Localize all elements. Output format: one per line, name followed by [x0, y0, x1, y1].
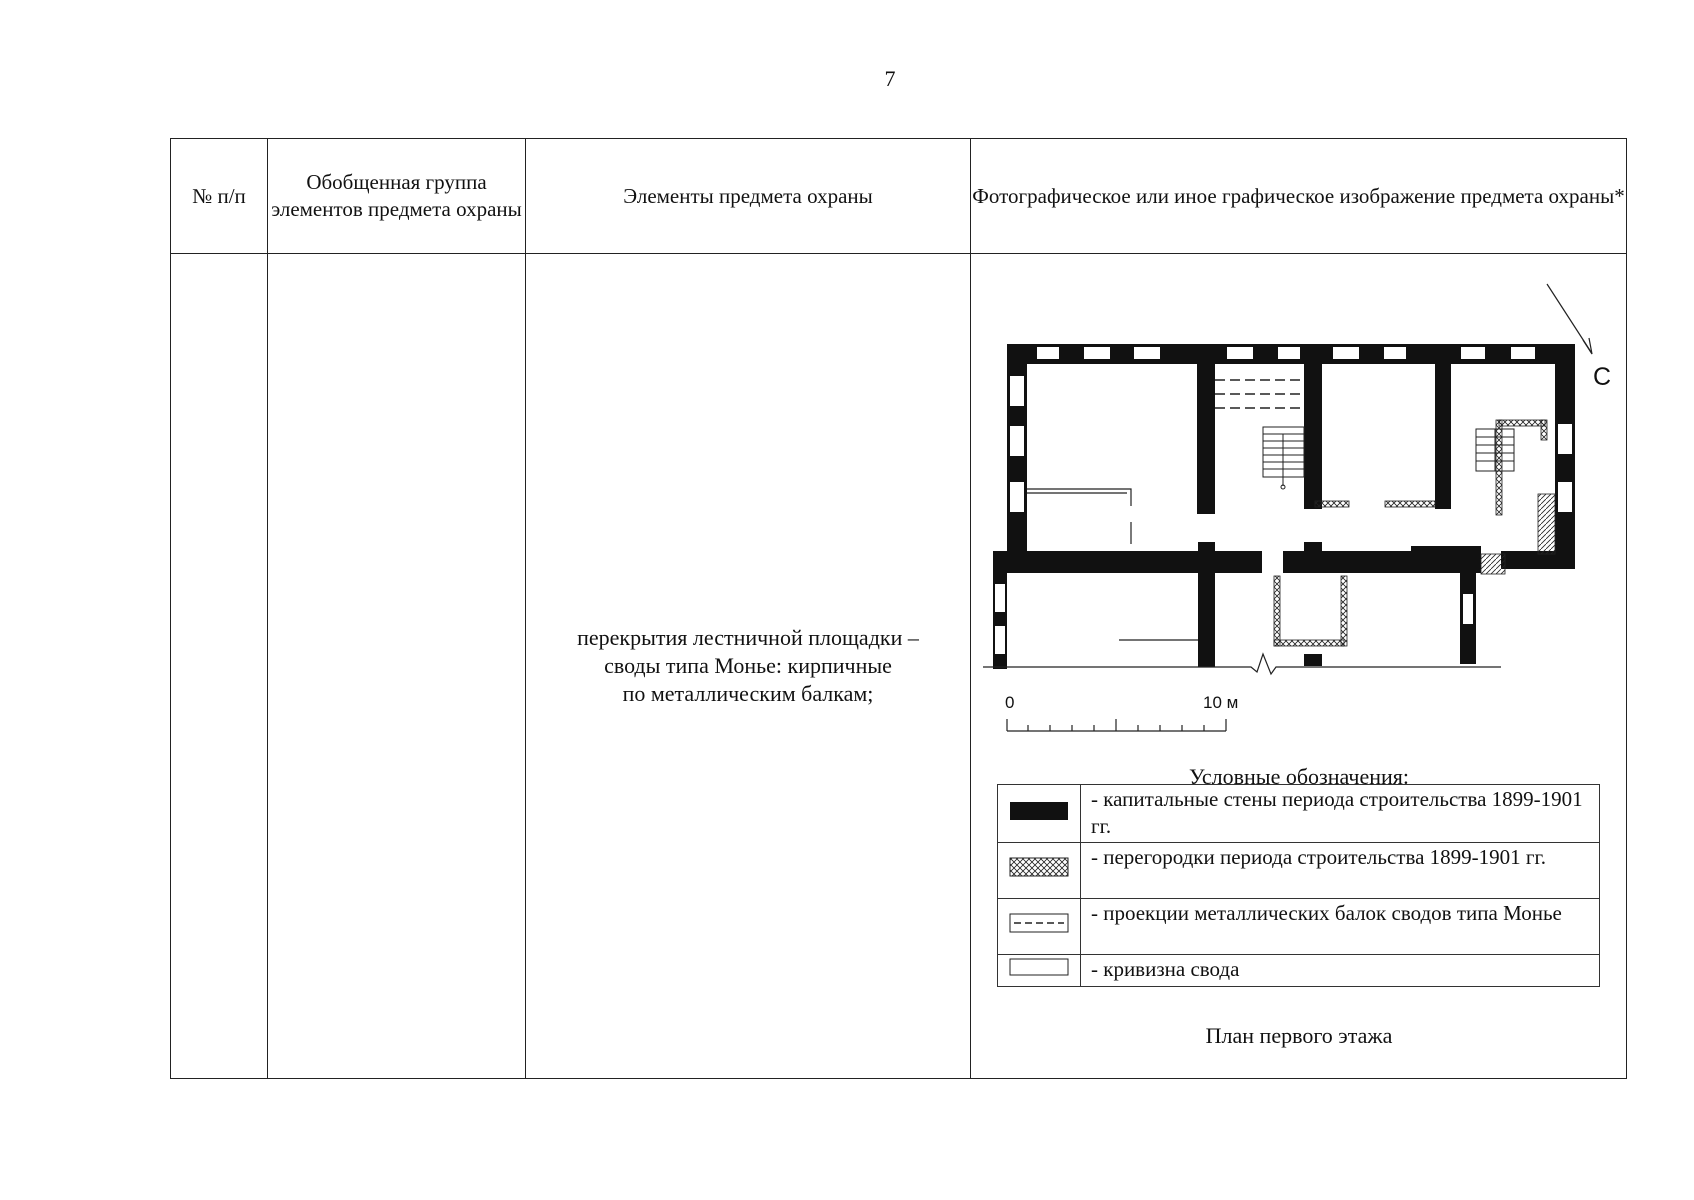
crosshatch-icon	[1008, 856, 1070, 878]
elements-text: перекрытия лестничной площадки – своды типа Монье: кирпичные по металлическим балкам;	[577, 625, 919, 706]
north-arrow-icon	[1547, 284, 1592, 354]
plan-caption: План первого этажа	[1205, 1023, 1393, 1048]
legend-text: - проекции металлических балок сводов типа Монье	[1081, 899, 1600, 955]
protection-table	[170, 138, 1627, 1079]
legend-text: - капитальные стены периода строительства 1899-1901 гг.	[1081, 785, 1600, 843]
cell-elements	[526, 254, 971, 1079]
building-walls	[993, 344, 1575, 669]
table-row	[171, 254, 1627, 1079]
table-header-row	[171, 139, 1627, 254]
legend-title: Условные обозначения:	[1188, 764, 1410, 789]
staircase-secondary	[1476, 429, 1514, 471]
legend-symbol-cell	[998, 785, 1081, 843]
legend-symbol-cell	[998, 843, 1081, 899]
dashed-beam-icon	[1008, 912, 1070, 934]
cell-image	[971, 254, 1627, 1079]
legend-symbol-cell	[998, 899, 1081, 955]
header-image: Фотографическое или иное графическое изображение предмета охраны*	[971, 139, 1627, 254]
empty-rect-icon	[1008, 956, 1070, 978]
header-num: № п/п	[171, 139, 268, 254]
cell-num	[171, 254, 268, 1079]
scale-end-label: 10 м	[1203, 693, 1239, 712]
header-elements: Элементы предмета охраны	[526, 139, 971, 254]
floor-plan	[971, 254, 1627, 774]
legend-row	[998, 785, 1600, 843]
legend-text: - перегородки периода строительства 1899-1901 гг.	[1081, 843, 1600, 899]
window-openings	[995, 347, 1572, 654]
north-label: С	[1593, 363, 1612, 391]
cell-group	[268, 254, 526, 1079]
legend-row	[998, 955, 1600, 987]
legend-row	[998, 843, 1600, 899]
header-group: Обобщенная группа элементов предмета охраны	[268, 139, 526, 254]
scale-start-label: 0	[1005, 693, 1015, 712]
legend-text: - кривизна свода	[1081, 955, 1600, 987]
scale-bar	[1007, 719, 1226, 731]
page-number: 7	[884, 66, 896, 91]
legend-table	[997, 784, 1600, 987]
break-line	[983, 654, 1501, 674]
legend-symbol-cell	[998, 955, 1081, 987]
staircase-main	[1263, 427, 1304, 489]
solid-wall-icon	[1008, 799, 1070, 821]
legend-row	[998, 899, 1600, 955]
dashed-beams	[1215, 380, 1304, 408]
